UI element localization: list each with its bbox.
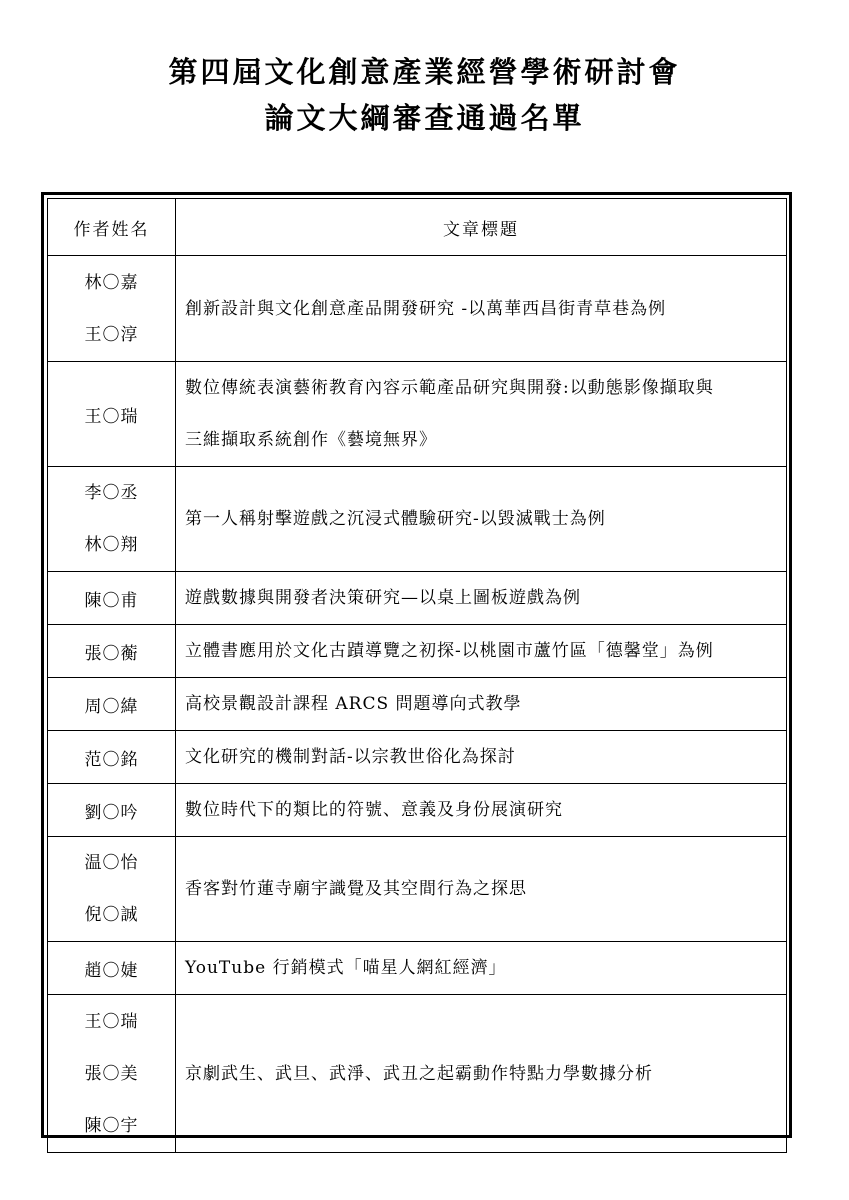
author-cell: [48, 731, 176, 784]
author-name: 范〇銘: [84, 749, 139, 770]
author-name: 王〇瑞: [84, 406, 139, 427]
table-row: [48, 572, 787, 625]
author-name: 張〇蘅: [84, 643, 139, 664]
author-name: 劉〇吟: [84, 802, 139, 823]
paper-title: 遊戲數據與開發者決策研究—以桌上圖板遊戲為例: [185, 588, 581, 608]
paper-title: 高校景觀設計課程 ARCS 問題導向式教學: [185, 694, 522, 714]
paper-title-cell: [176, 942, 787, 995]
document-title: 第四屆文化創意產業經營學術研討會: [168, 55, 681, 89]
author-name: 李〇丞: [84, 483, 139, 503]
table-row: [48, 995, 787, 1153]
paper-title-line: 三維擷取系統創作《藝境無界》: [185, 430, 437, 450]
author-name: 陳〇甫: [84, 590, 139, 611]
author-cell: [48, 256, 176, 362]
paper-title-cell: [176, 784, 787, 837]
author-cell: [48, 942, 176, 995]
paper-title: 文化研究的機制對話-以宗教世俗化為探討: [185, 747, 516, 767]
author-name: 陳〇宇: [84, 1115, 139, 1136]
paper-title-cell: [176, 625, 787, 678]
author-name: 張〇美: [84, 1063, 139, 1084]
paper-title-cell: [176, 731, 787, 784]
paper-title: 數位時代下的類比的符號、意義及身份展演研究: [185, 800, 563, 820]
paper-title-line: 數位傳統表演藝術教育內容示範產品研究與開發:以動態影像擷取與: [185, 378, 714, 398]
author-cell: [48, 362, 176, 467]
author-name: 温〇怡: [84, 853, 139, 873]
author-name: 王〇淳: [84, 324, 139, 345]
paper-title-cell: [176, 572, 787, 625]
table-row: [48, 784, 787, 837]
paper-title-cell: [176, 837, 787, 942]
paper-title-cell: [176, 467, 787, 572]
paper-title: 香客對竹蓮寺廟宇識覺及其空間行為之探思: [185, 879, 527, 899]
paper-title: 創新設計與文化創意產品開發研究 -以萬華西昌街青草巷為例: [185, 298, 667, 319]
paper-title-cell: [176, 362, 787, 467]
author-name: 林〇翔: [84, 535, 139, 555]
accepted-papers-table-frame: [41, 192, 792, 1138]
table-row: [48, 837, 787, 942]
author-cell: [48, 678, 176, 731]
title-column-header: 文章標題: [176, 199, 787, 256]
paper-title: 京劇武生、武旦、武淨、武丑之起霸動作特點力學數據分析: [185, 1063, 653, 1084]
document-subtitle: 論文大綱審查通過名單: [264, 101, 585, 135]
author-cell: [48, 784, 176, 837]
author-cell: [48, 625, 176, 678]
paper-title: YouTube 行銷模式「喵星人網紅經濟」: [185, 958, 507, 978]
table-row: [48, 256, 787, 362]
paper-title-cell: [176, 678, 787, 731]
author-name: 林〇嘉: [84, 272, 139, 293]
table-header-row: [48, 199, 787, 256]
paper-title-cell: [176, 995, 787, 1153]
table-row: [48, 625, 787, 678]
author-name: 周〇緯: [84, 696, 139, 717]
accepted-papers-table: [47, 198, 787, 1153]
table-row: [48, 731, 787, 784]
paper-title-cell: [176, 256, 787, 362]
table-row: [48, 942, 787, 995]
author-cell: [48, 837, 176, 942]
author-name: 王〇瑞: [84, 1011, 139, 1032]
paper-title: 立體書應用於文化古蹟導覽之初探-以桃園市蘆竹區「德馨堂」為例: [185, 641, 714, 661]
author-name: 倪〇誠: [84, 905, 139, 925]
table-row: [48, 362, 787, 467]
author-cell: [48, 572, 176, 625]
table-row: [48, 467, 787, 572]
table-row: [48, 678, 787, 731]
author-cell: [48, 467, 176, 572]
author-cell: [48, 995, 176, 1153]
author-column-header: 作者姓名: [48, 199, 176, 256]
author-name: 趙〇婕: [84, 960, 139, 981]
paper-title: 第一人稱射擊遊戲之沉浸式體驗研究-以毀滅戰士為例: [185, 509, 606, 529]
